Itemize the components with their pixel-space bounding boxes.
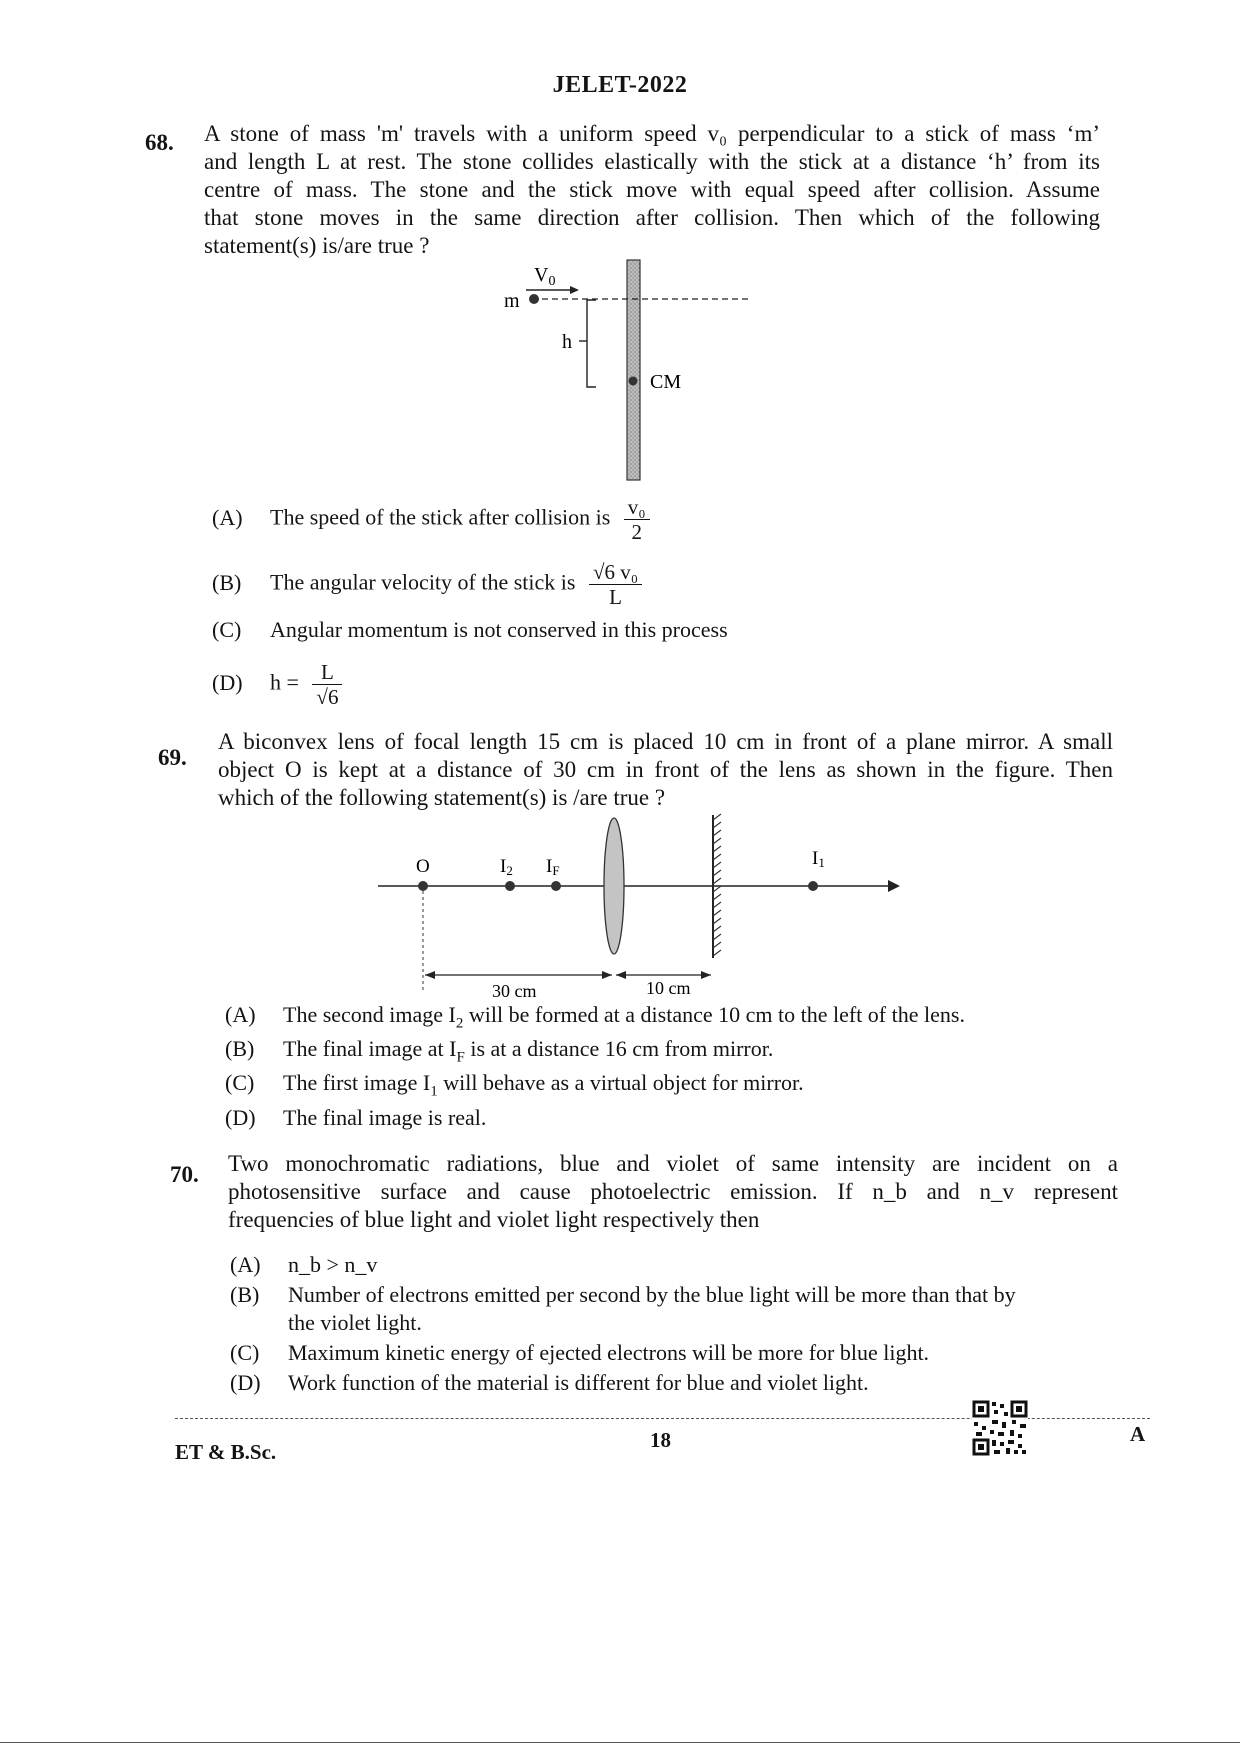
fraction (624, 495, 650, 544)
q68-line-1: A stone of mass 'm' travels with a uniform speed v₀ perpendicular to a stick of mass ‘m’ (204, 121, 1100, 146)
stone (529, 294, 539, 304)
option-label: (D) (212, 669, 243, 695)
option-text: The first image I (283, 1070, 431, 1095)
subscript: 1 (430, 1083, 438, 1100)
option-label: (D) (230, 1370, 261, 1395)
object-point (418, 881, 428, 891)
q68-line-2: and length L at rest. The stone collides elastically with the stick at a distance ‘h’ from its (204, 149, 1100, 174)
q70-line-2: photosensitive surface and cause photoelectric emission. If n_b and n_v represent (228, 1179, 1118, 1204)
biconvex-lens (604, 818, 624, 954)
q69-number: 69. (158, 745, 187, 770)
fraction-denominator: L (609, 585, 622, 609)
option-text: The final image is real. (283, 1105, 487, 1130)
dist-30cm-label: 30 cm (492, 981, 537, 1000)
set-code: A (1130, 1422, 1146, 1446)
q68-text (204, 120, 1100, 260)
q70-text (228, 1150, 1118, 1234)
fraction (312, 660, 342, 709)
q70-option-d (230, 1370, 869, 1396)
option-text-rest: will be formed at a distance 10 cm to the left of the lens. (463, 1002, 965, 1027)
q68-line-3: centre of mass. The stone and the stick move with equal speed after collision. Assume (204, 177, 1100, 202)
q69-line-2: object O is kept at a distance of 30 cm in front of the lens as shown in the figure. Then (218, 757, 1113, 782)
option-label: (A) (212, 504, 243, 530)
option-label: (B) (212, 569, 242, 595)
q70-option-a (230, 1252, 377, 1278)
option-label: (C) (225, 1070, 255, 1095)
option-label: (A) (230, 1252, 261, 1277)
option-label: (A) (225, 1002, 256, 1027)
dist-10cm-label: 10 cm (646, 978, 691, 998)
image-if-point (551, 881, 561, 891)
option-text: The speed of the stick after collision is (270, 504, 611, 530)
i1-label: I1 (812, 848, 825, 870)
image-i2-point (505, 881, 515, 891)
q70-option-b-cont: the violet light. (288, 1310, 422, 1335)
page-number: 18 (650, 1428, 671, 1452)
q69-lens-mirror-diagram (370, 810, 910, 1000)
i2-label: I2 (500, 856, 513, 878)
fraction-numerator: v₀ (624, 495, 650, 520)
subscript: 2 (455, 1015, 464, 1032)
option-text-rest: is at a distance 16 cm from mirror. (464, 1036, 774, 1061)
q68-option-b (212, 560, 642, 609)
option-text: The second image I (283, 1002, 456, 1027)
q69-option-b (225, 1036, 773, 1066)
q68-option-a (212, 495, 650, 544)
q70-number: 70. (170, 1162, 199, 1187)
q68-stick-diagram (490, 255, 770, 485)
h-bracket (587, 300, 596, 387)
option-text: The final image at I (283, 1036, 457, 1061)
h-label: h (562, 331, 572, 353)
fraction-numerator: L (312, 660, 342, 685)
qr-code-icon (972, 1400, 1028, 1456)
object-label: O (416, 856, 430, 877)
stick (627, 260, 640, 480)
q69-line-3: which of the following statement(s) is /are true ? (218, 785, 666, 810)
option-text-rest: will behave as a virtual object for mirror. (437, 1070, 804, 1095)
if-label: IF (546, 856, 560, 878)
bottom-rule (0, 1742, 1240, 1743)
q70-line-3: frequencies of blue light and violet light respectively then (228, 1207, 760, 1232)
velocity-label: $V_0$ (534, 264, 556, 289)
subscript: F (456, 1049, 465, 1066)
cm-dot (629, 377, 638, 386)
q70-line-1: Two monochromatic radiations, blue and violet of same intensity are incident on a (228, 1151, 1118, 1176)
page-header: JELET-2022 (552, 72, 688, 98)
fraction-denominator: √6 (316, 685, 339, 709)
option-text: Work function of the material is different for blue and violet light. (288, 1370, 869, 1395)
stone-mass-label: m (504, 290, 520, 312)
q70-option-c (230, 1340, 929, 1366)
fraction (589, 560, 642, 609)
q68-line-4: that stone moves in the same direction after collision. Then which of the following (204, 205, 1100, 230)
fraction-numerator: √6 v₀ (589, 560, 642, 585)
q69-option-c (225, 1070, 804, 1100)
image-i1-point (808, 881, 818, 891)
option-label: (D) (225, 1105, 256, 1130)
q69-text (218, 728, 1113, 812)
option-text: Angular momentum is not conserved in this process (270, 617, 728, 642)
cm-label: CM (650, 371, 682, 393)
q69-line-1: A biconvex lens of focal length 15 cm is placed 10 cm in front of a plane mirror. A small (218, 729, 1113, 754)
option-text: n_b > n_v (288, 1252, 378, 1277)
q70-option-b (230, 1282, 1016, 1308)
option-label: (B) (225, 1036, 255, 1061)
option-text: The angular velocity of the stick is (270, 569, 576, 595)
option-label: (B) (230, 1282, 260, 1307)
q69-option-d (225, 1105, 486, 1131)
fraction-denominator: 2 (631, 520, 642, 544)
option-text: Maximum kinetic energy of ejected electrons will be more for blue light. (288, 1340, 930, 1365)
option-text: Number of electrons emitted per second by the blue light will be more than that by (288, 1282, 1016, 1307)
option-label: (C) (212, 617, 242, 642)
footer-left: ET & B.Sc. (175, 1440, 277, 1464)
option-text: h = (270, 669, 299, 695)
option-label: (C) (230, 1340, 260, 1365)
q68-option-c (212, 617, 728, 643)
q68-option-d (212, 660, 342, 709)
q68-number: 68. (145, 130, 174, 155)
q69-option-a (225, 1002, 965, 1032)
q68-line-5: statement(s) is/are true ? (204, 233, 430, 258)
